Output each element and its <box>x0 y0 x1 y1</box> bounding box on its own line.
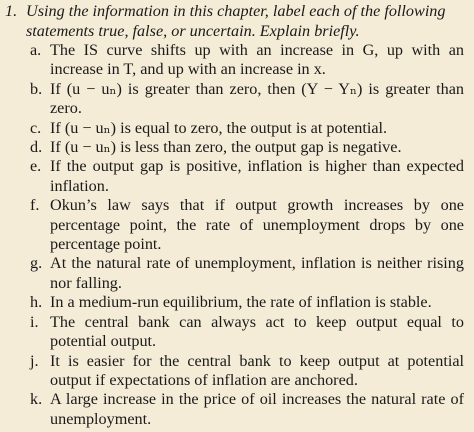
statement-a <box>26 41 464 80</box>
statement-text: The IS curve shifts up with an increase in G, up with an increase in T, and up with an increase in x. <box>50 41 464 79</box>
statement-list <box>26 41 464 429</box>
statement-letter: d. <box>30 138 43 157</box>
statement-j <box>26 352 464 391</box>
statement-text: Okun’s law says that if output growth increases by one percentage point, the rate of unemployment drops by one percentage point. <box>50 196 464 254</box>
statement-b <box>26 80 464 119</box>
statement-letter: k. <box>30 390 43 409</box>
statement-text: If the output gap is positive, inflation is higher than expected inflation. <box>50 157 464 195</box>
statement-k <box>26 390 464 429</box>
question-number: 1. <box>5 2 18 20</box>
statement-g <box>26 254 464 293</box>
statement-text: If (u − uₙ) is equal to zero, the output is at potential. <box>50 118 388 137</box>
statement-text: At the natural rate of unemployment, inflation is neither rising nor falling. <box>50 254 464 292</box>
statement-text: A large increase in the price of oil increases the natural rate of unemployment. <box>50 390 464 428</box>
statement-letter: e. <box>30 157 42 176</box>
statement-e <box>26 157 464 196</box>
statement-letter: i. <box>30 312 39 331</box>
statement-d <box>26 138 464 157</box>
statement-i <box>26 313 464 352</box>
statement-h <box>26 293 464 312</box>
statement-letter: f. <box>30 196 40 215</box>
statement-letter: b. <box>30 79 43 98</box>
statement-letter: c. <box>30 118 42 137</box>
statement-text: The central bank can always act to keep output equal to potential output. <box>50 312 464 351</box>
statement-c <box>26 119 464 138</box>
statement-text: It is easier for the central bank to keep output at potential output if expectations of inflation are anchored. <box>50 351 464 389</box>
statement-letter: a. <box>30 41 42 59</box>
statement-f <box>26 196 464 254</box>
statement-letter: j. <box>30 351 39 370</box>
statement-text: If (u − uₙ) is less than zero, the output gap is negative. <box>50 138 402 157</box>
statement-text: If (u − uₙ) is greater than zero, then (Y − Yₙ) is greater than zero. <box>50 79 464 118</box>
statement-text: In a medium-run equilibrium, the rate of inflation is stable. <box>50 293 432 312</box>
statement-letter: h. <box>30 293 43 312</box>
statement-letter: g. <box>30 254 43 273</box>
question-prompt <box>5 2 464 41</box>
question-text: Using the information in this chapter, label each of the following statements true, false, or uncertain. Explain briefly. <box>26 2 446 40</box>
